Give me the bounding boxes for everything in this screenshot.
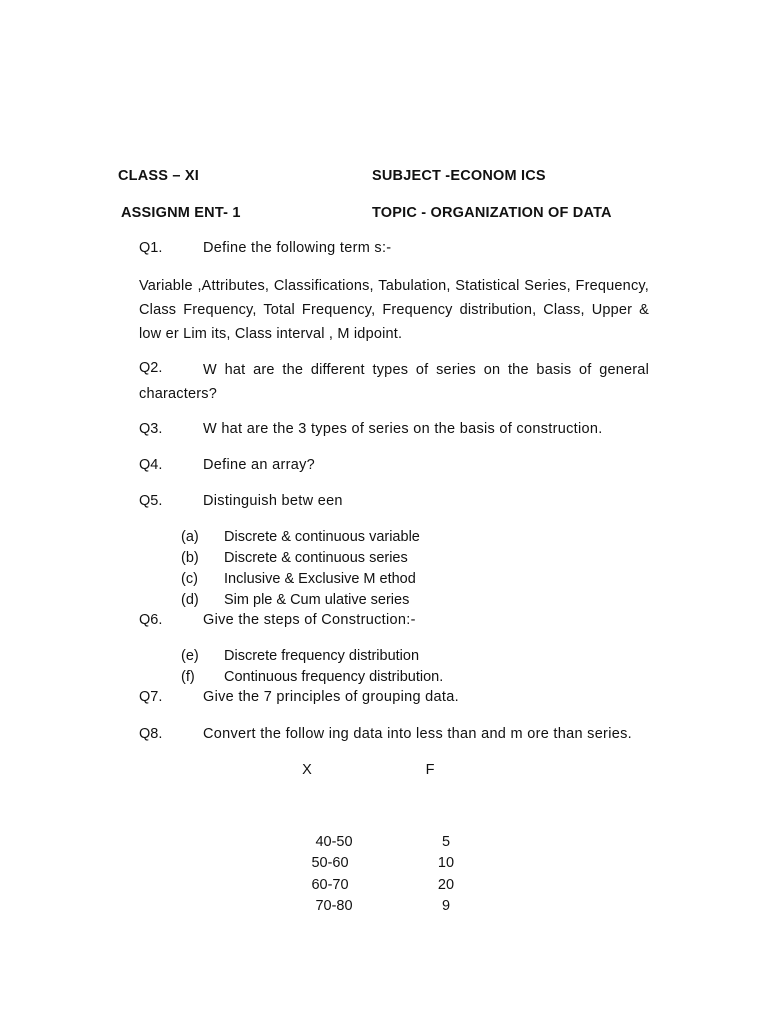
table-cell-f: 20 xyxy=(437,877,455,893)
q5-item-text: Discrete & continuous variable xyxy=(224,529,420,545)
table-cell-f: 10 xyxy=(437,855,455,871)
q6-item-label: (f) xyxy=(181,669,195,685)
q5-item-label: (b) xyxy=(181,550,199,566)
q5-item-d xyxy=(181,592,409,608)
topic-label: TOPIC - ORGANIZATION OF DATA xyxy=(372,205,612,221)
q5-item-label: (a) xyxy=(181,529,199,545)
q5-item-text: Inclusive & Exclusive M ethod xyxy=(224,571,416,587)
q4-text: Define an array? xyxy=(203,457,315,473)
q5-item-b xyxy=(181,550,408,566)
q7-text: Give the 7 principles of grouping data. xyxy=(203,689,459,705)
q5-item-c xyxy=(181,571,416,587)
q6-number: Q6. xyxy=(139,612,163,628)
q6-text: Give the steps of Construction:- xyxy=(203,612,416,628)
q5-item-text: Sim ple & Cum ulative series xyxy=(224,592,410,608)
q8-number: Q8. xyxy=(139,726,163,742)
table-cell-x: 60-70 xyxy=(311,877,349,893)
class-label: CLASS – XI xyxy=(118,168,199,184)
q2-text: W hat are the different types of series on the basis of general characters? xyxy=(139,362,649,402)
q5-item-text: Discrete & continuous series xyxy=(224,550,408,566)
table-cell-x: 50-60 xyxy=(311,855,349,871)
q5-item-label: (d) xyxy=(181,592,199,608)
q1-number: Q1. xyxy=(139,240,163,256)
q7-number: Q7. xyxy=(139,689,163,705)
table-cell-f: 5 xyxy=(441,834,451,850)
table-header-x: X xyxy=(302,762,312,778)
table-cell-x: 40-50 xyxy=(315,834,353,850)
q1-text: Define the following term s:- xyxy=(203,240,392,256)
q1-terms: Variable ,Attributes, Classifications, Tabulation, Statistical Series, Frequency, Class Frequency, Total Frequency, Frequency distribution, Class, Upper & low er Lim its, Class interval , M idpoint. xyxy=(139,278,649,342)
table-cell-x: 70-80 xyxy=(315,898,353,914)
q6-item-label: (e) xyxy=(181,648,199,664)
q6-item-e xyxy=(181,648,419,664)
q5-item-label: (c) xyxy=(181,571,198,587)
q5-text: Distinguish betw een xyxy=(203,493,343,509)
subject-label: SUBJECT -ECONOM ICS xyxy=(372,168,546,184)
q2-number: Q2. xyxy=(139,360,163,376)
assignment-label: ASSIGNM ENT- 1 xyxy=(121,205,241,221)
q5-number: Q5. xyxy=(139,493,163,509)
q5-item-a xyxy=(181,529,420,545)
q4-number: Q4. xyxy=(139,457,163,473)
q6-item-text: Discrete frequency distribution xyxy=(224,648,420,664)
q8-text: Convert the follow ing data into less than and m ore than series. xyxy=(203,726,632,742)
q3-text: W hat are the 3 types of series on the basis of construction. xyxy=(203,421,603,437)
table-header-f: F xyxy=(425,762,435,778)
q6-item-text: Continuous frequency distribution. xyxy=(224,669,444,685)
table-cell-f: 9 xyxy=(441,898,451,914)
q6-item-f xyxy=(181,669,443,685)
q3-number: Q3. xyxy=(139,421,163,437)
